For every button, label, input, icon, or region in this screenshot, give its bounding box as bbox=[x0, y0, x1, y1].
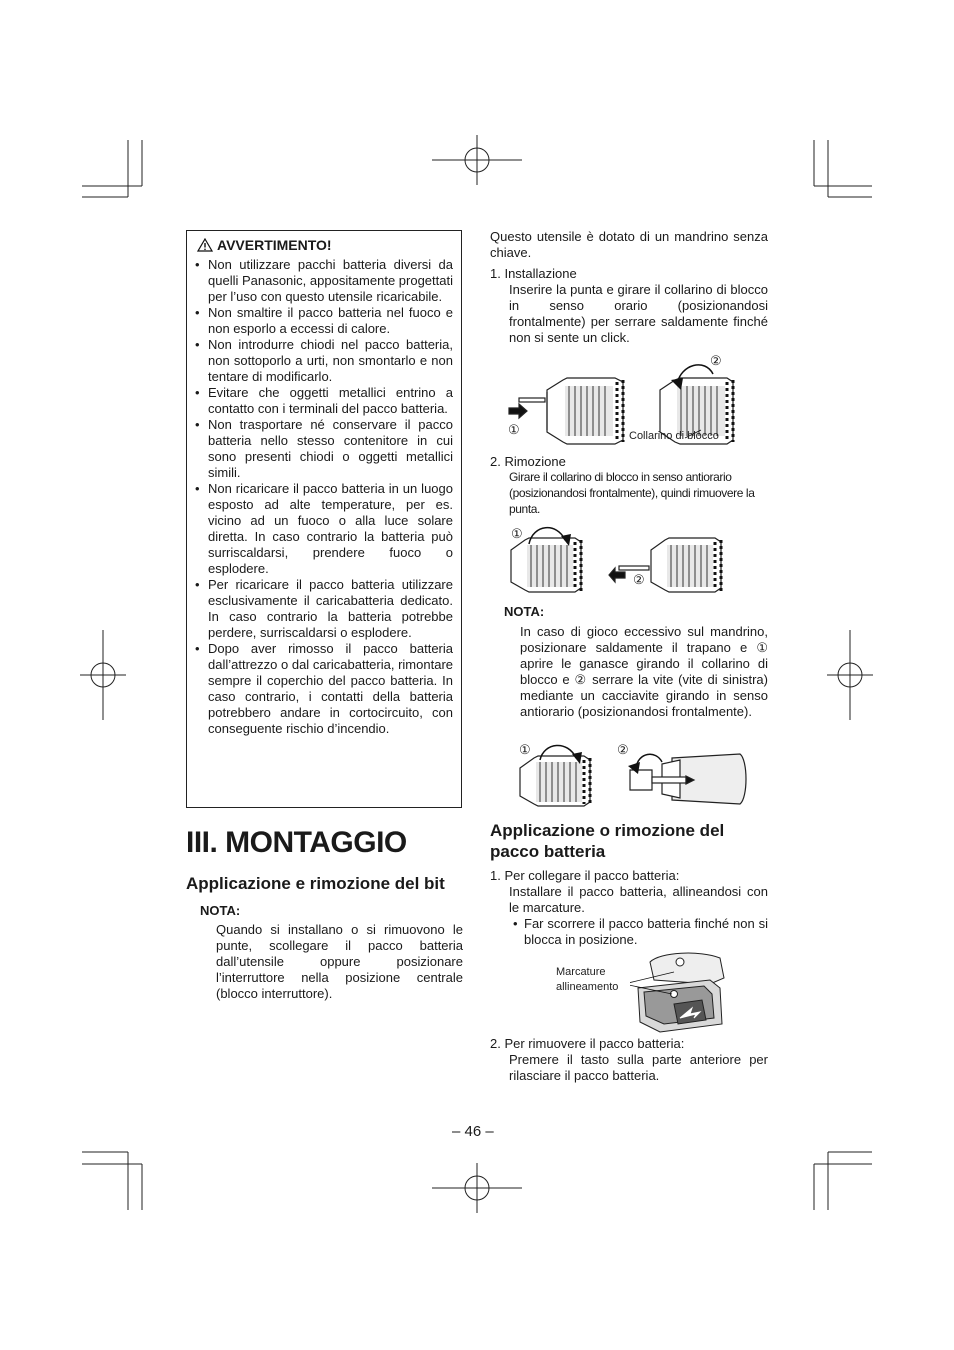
install-circ2: ② bbox=[710, 353, 722, 368]
warning-triangle-icon bbox=[197, 238, 213, 252]
warning-title-text: AVVERTIMENTO! bbox=[217, 237, 332, 253]
battery-remove-label: 2. Per rimuovere il pacco batteria: bbox=[490, 1036, 685, 1051]
chuck-screw-illustration bbox=[512, 740, 752, 808]
chuck-intro: Questo utensile è dotato di un mandrino senza chiave. bbox=[490, 229, 768, 260]
list-item: • Non ricaricare il pacco batteria in un luogo esposto ad alte temperature, per es. vicino ad un fuoco o alla luce solare diretta. In caso contrario la batteria può surriscaldarsi, prendere fuoco o esplodere. bbox=[195, 481, 453, 577]
nota-circ2: ② bbox=[617, 742, 629, 757]
remove-circ1: ① bbox=[511, 526, 523, 541]
warning-list bbox=[195, 257, 453, 737]
marks-caption-line1: Marcature bbox=[556, 966, 606, 978]
list-item: • Non utilizzare pacchi batteria diversi da quelli Panasonic, appositamente progettati per l’uso con questo utensile ricaricabile. bbox=[195, 257, 453, 305]
list-item: • Non introdurre chiodi nel pacco batteria, non sottoporlo a urti, non smontarlo e non tentare di modificarlo. bbox=[195, 337, 453, 385]
bit-nota-text: Quando si installano o si rimuovono le punte, scollegare il pacco batteria dall’utensile oppure posizionare l’interruttore nella posizione centrale (blocco interruttore). bbox=[216, 922, 463, 1001]
battery-illustration bbox=[630, 948, 730, 1034]
collar-caption: Collarino di blocco bbox=[629, 430, 719, 442]
chuck-remove-illustration bbox=[505, 520, 730, 595]
remove-circ2: ② bbox=[633, 572, 645, 587]
bullet-dot: • bbox=[513, 916, 518, 931]
remove-text: Girare il collarino di blocco in senso antiorario (posizionandosi frontalmente), quindi rimuovere la punta. bbox=[509, 470, 755, 516]
chuck-nota-label: NOTA: bbox=[504, 604, 545, 619]
battery-bullet-text: Far scorrere il pacco batteria finché non si blocca in posizione. bbox=[524, 916, 768, 947]
marks-caption-line2: allineamento bbox=[556, 981, 619, 993]
warning-title bbox=[197, 237, 332, 253]
nota-circ1: ① bbox=[519, 742, 531, 757]
bit-heading: Applicazione e rimozione del bit bbox=[186, 874, 445, 893]
list-item: • Per ricaricare il pacco batteria utilizzare esclusivamente il caricabatteria dedicato. In caso contrario la batteria potrebbe perdere, surriscaldarsi o esplodere. bbox=[195, 577, 453, 641]
battery-attach-text: Installare il pacco batteria, allineandosi con le marcature. bbox=[509, 884, 768, 915]
bit-nota-label: NOTA: bbox=[200, 903, 241, 918]
install-label: 1. Installazione bbox=[490, 266, 577, 281]
install-text: Inserire la punta e girare il collarino di blocco in senso orario (posizionandosi frontalmente) per serrare saldamente finché non si sente un click. bbox=[509, 282, 768, 345]
warning-box bbox=[186, 230, 462, 808]
list-item: • Dopo aver rimosso il pacco batteria dall’attrezzo o dal caricabatteria, rimontare sempre il coperchio del pacco batteria. In caso contrario, i contatti della batteria potrebbero andare in cortocircuito, con conseguente rischio d’incendio. bbox=[195, 641, 453, 737]
battery-heading: Applicazione o rimozione del pacco batteria bbox=[490, 821, 725, 861]
battery-attach-label: 1. Per collegare il pacco batteria: bbox=[490, 868, 680, 883]
battery-attach-bullet bbox=[513, 916, 768, 948]
battery-remove-text: Premere il tasto sulla parte anteriore per rilasciare il pacco batteria. bbox=[509, 1052, 768, 1083]
list-item: • Non smaltire il pacco batteria nel fuoco e non esporlo a eccessi di calore. bbox=[195, 305, 453, 337]
install-circ1: ① bbox=[508, 422, 520, 437]
remove-label: 2. Rimozione bbox=[490, 454, 566, 469]
section-title: III. MONTAGGIO bbox=[186, 826, 407, 859]
list-item: • Evitare che oggetti metallici entrino a contatto con i terminali del pacco batteria. bbox=[195, 385, 453, 417]
marks-caption bbox=[556, 965, 618, 995]
list-item: • Non trasportare né conservare il pacco batteria nello stesso contenitore in cui sono presenti chiodi o oggetti metallici simili. bbox=[195, 417, 453, 481]
page-number: – 46 – bbox=[452, 1123, 494, 1140]
chuck-nota-text: In caso di gioco eccessivo sul mandrino, posizionare saldamente il trapano e ① aprire le ganasce girando il collarino di blocco e ② serrare la vite (vite di sinistra) mediante un cacciavite girando in senso antiorario (posizionandosi frontalmente). bbox=[520, 624, 768, 719]
